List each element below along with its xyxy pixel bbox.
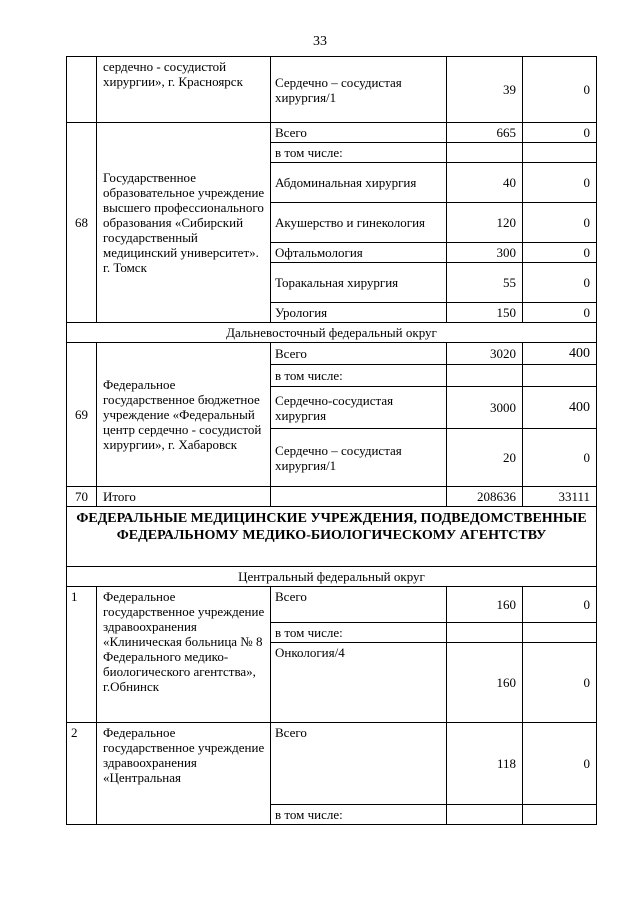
value-cell: 160 — [447, 587, 523, 623]
value-cell: 0 — [523, 587, 597, 623]
value-cell — [523, 805, 597, 825]
department-cell: в том числе: — [271, 623, 447, 643]
value-cell: 300 — [447, 243, 523, 263]
region-heading: Дальневосточный федеральный округ — [67, 323, 597, 343]
value-cell: 40 — [447, 163, 523, 203]
table-row — [67, 123, 597, 143]
institution-cell: Федеральное государственное учреждение здравоохранения «Центральная — [97, 723, 271, 825]
value-cell: 150 — [447, 303, 523, 323]
department-cell: Акушерство и гинекология — [271, 203, 447, 243]
allocation-table — [66, 56, 596, 825]
row-number-cell: 69 — [67, 343, 97, 487]
value-cell — [447, 623, 523, 643]
table-row — [67, 723, 597, 805]
value-cell — [447, 365, 523, 387]
department-cell: Офтальмология — [271, 243, 447, 263]
total-label: Итого — [97, 487, 271, 507]
department-cell: Торакальная хирургия — [271, 263, 447, 303]
table-row — [67, 587, 597, 623]
row-number-cell: 70 — [67, 487, 97, 507]
value-cell: 0 — [523, 163, 597, 203]
value-cell: 160 — [447, 643, 523, 723]
value-cell: 400 — [523, 343, 597, 365]
value-cell — [447, 143, 523, 163]
region-heading: Центральный федеральный округ — [67, 567, 597, 587]
section-row — [67, 507, 597, 567]
page-number: 33 — [313, 34, 327, 49]
department-cell: Сердечно – сосудистая хирургия/1 — [271, 429, 447, 487]
department-cell: в том числе: — [271, 805, 447, 825]
department-cell: Всего — [271, 123, 447, 143]
value-cell — [523, 143, 597, 163]
value-cell — [447, 805, 523, 825]
row-number-cell — [67, 57, 97, 123]
department-cell: Онкология/4 — [271, 643, 447, 723]
value-cell: 0 — [523, 203, 597, 243]
value-cell: 39 — [447, 57, 523, 123]
institution-cell: Государственное образовательное учреждение высшего профессионального образования «Сибирский государственный медицинский университет». г. Томск — [97, 123, 271, 323]
value-cell: 0 — [523, 303, 597, 323]
table-row — [67, 57, 597, 123]
value-cell: 665 — [447, 123, 523, 143]
total-row — [67, 487, 597, 507]
institution-cell: сердечно - сосудистой хирургии», г. Красноярск — [97, 57, 271, 123]
region-row — [67, 567, 597, 587]
row-number-cell: 2 — [67, 723, 97, 825]
department-cell: Сердечно-сосудистая хирургия — [271, 387, 447, 429]
region-row — [67, 323, 597, 343]
value-cell: 55 — [447, 263, 523, 303]
value-cell: 118 — [447, 723, 523, 805]
department-cell: Всего — [271, 343, 447, 365]
section-title: ФЕДЕРАЛЬНЫЕ МЕДИЦИНСКИЕ УЧРЕЖДЕНИЯ, ПОДВЕДОМСТВЕННЫЕ ФЕДЕРАЛЬНОМУ МЕДИКО-БИОЛОГИЧЕСКОМУ АГЕНТСТВУ — [67, 507, 597, 567]
department-cell: в том числе: — [271, 365, 447, 387]
value-cell: 0 — [523, 429, 597, 487]
value-cell: 0 — [523, 263, 597, 303]
institution-cell: Федеральное государственное бюджетное учреждение «Федеральный центр сердечно - сосудистой хирургии», г. Хабаровск — [97, 343, 271, 487]
row-number-cell: 1 — [67, 587, 97, 723]
value-cell: 20 — [447, 429, 523, 487]
table-row — [67, 343, 597, 365]
department-cell: Всего — [271, 587, 447, 623]
department-cell: в том числе: — [271, 143, 447, 163]
department-cell — [271, 487, 447, 507]
value-cell: 0 — [523, 243, 597, 263]
row-number-cell: 68 — [67, 123, 97, 323]
institution-cell: Федеральное государственное учреждение здравоохранения «Клиническая больница № 8 Федерального медико-биологического агентства», г.Обнинск — [97, 587, 271, 723]
value-cell: 120 — [447, 203, 523, 243]
value-cell: 0 — [523, 123, 597, 143]
value-cell — [523, 365, 597, 387]
value-cell: 33111 — [523, 487, 597, 507]
department-cell: Всего — [271, 723, 447, 805]
value-cell: 208636 — [447, 487, 523, 507]
value-cell: 0 — [523, 57, 597, 123]
value-cell — [523, 623, 597, 643]
value-cell: 0 — [523, 643, 597, 723]
department-cell: Сердечно – сосудистая хирургия/1 — [271, 57, 447, 123]
value-cell: 3000 — [447, 387, 523, 429]
department-cell: Абдоминальная хирургия — [271, 163, 447, 203]
value-cell: 0 — [523, 723, 597, 805]
department-cell: Урология — [271, 303, 447, 323]
value-cell: 3020 — [447, 343, 523, 365]
value-cell: 400 — [523, 387, 597, 429]
